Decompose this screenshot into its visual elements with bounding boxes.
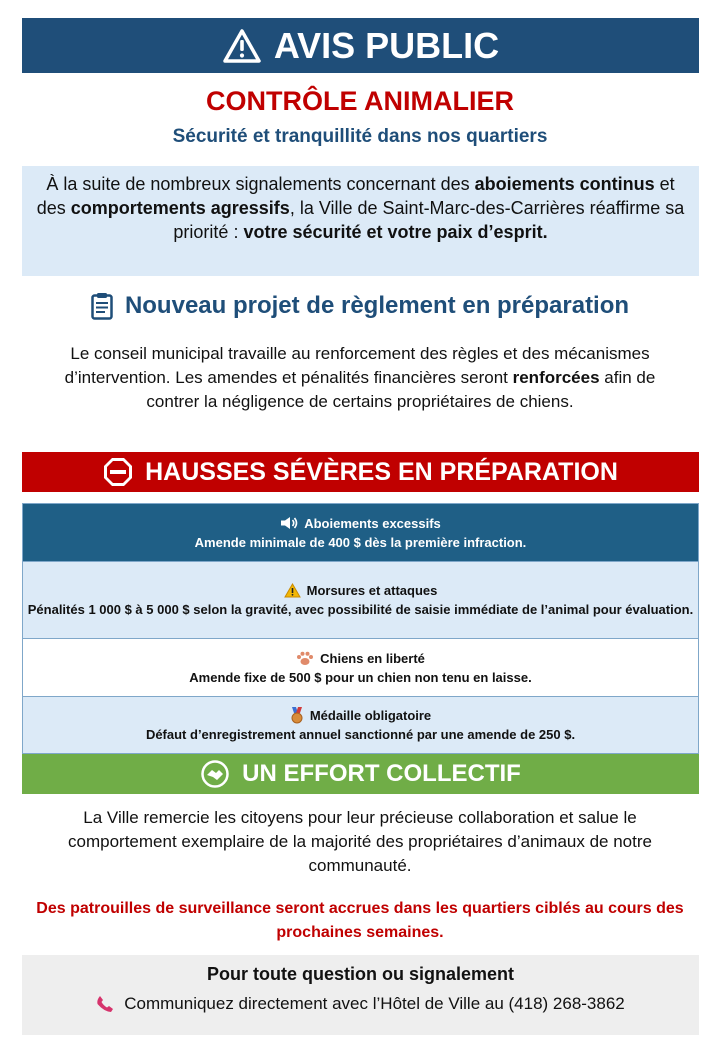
intro-box (22, 166, 699, 276)
contact-line (22, 991, 699, 1017)
fine-row-medal (23, 696, 698, 753)
project-heading (0, 292, 720, 320)
stop-sign-icon (103, 457, 133, 487)
project-text-1: Le conseil municipal travaille au renforcement des règles et des mécanismes d’intervention. Les amendes et pénalités financières seront (64, 344, 650, 387)
intro-bold-1: aboiements continus (474, 174, 655, 194)
intro-bold-3: votre sécurité et votre paix d’esprit. (243, 222, 548, 242)
warning-triangle-icon (222, 28, 262, 64)
intro-bold-2: comportements agressifs (70, 198, 290, 218)
fine-row-loose-dogs (23, 638, 698, 696)
collective-heading: UN EFFORT COLLECTIF (242, 760, 521, 787)
project-text-2: afin de contrer la négligence de certains propriétaires de chiens. (146, 368, 656, 411)
fine-title: Médaille obligatoire (309, 708, 432, 723)
medal-icon (290, 707, 304, 724)
contact-title: Pour toute question ou signalement (206, 964, 514, 984)
warning-icon (284, 583, 301, 598)
project-bold: renforcées (512, 368, 600, 387)
project-paragraph (40, 342, 680, 414)
header-banner (22, 18, 699, 73)
phone-icon (96, 995, 114, 1013)
fine-row-barking (23, 504, 698, 561)
fine-title: Aboiements excessifs (304, 515, 441, 531)
fine-text: Pénalités 1 000 $ à 5 000 $ selon la gravité, avec possibilité de saisie immédiate de l’animal pour évaluation. (27, 602, 694, 617)
collective-banner (22, 754, 699, 794)
contact-text[interactable]: Communiquez directement avec l’Hôtel de Ville au (418) 268-3862 (124, 994, 625, 1013)
header-title: AVIS PUBLIC (273, 24, 500, 66)
patrol-notice: Des patrouilles de surveillance seront accrues dans les quartiers ciblés au cours des prochaines semaines. (36, 900, 684, 941)
fine-text: Défaut d’enregistrement annuel sanctionné par une amende de 250 $. (145, 727, 576, 742)
increases-banner (22, 452, 699, 492)
handshake-icon (200, 760, 230, 788)
clipboard-icon (91, 292, 113, 320)
collective-paragraph: La Ville remercie les citoyens pour leur précieuse collaboration et salue le comportement exemplaire de la majorité des propriétaires d’animaux de notre communauté. (68, 808, 652, 875)
fine-text: Amende fixe de 500 $ pour un chien non tenu en laisse. (189, 669, 532, 685)
fine-row-bites (23, 561, 698, 638)
intro-text-1: À la suite de nombreux signalements concernant des (46, 174, 475, 194)
project-heading-text: Nouveau projet de règlement en préparation (124, 292, 630, 319)
fines-table (22, 503, 699, 754)
intro-text-3: , la Ville de Saint-Marc-des-Carrières réaffirme sa priorité : (173, 198, 685, 242)
intro-text-2: et des (36, 174, 675, 218)
fine-title: Morsures et attaques (306, 583, 438, 598)
speaker-icon (280, 516, 298, 530)
fine-title: Chiens en liberté (320, 650, 425, 666)
page-subtitle: Sécurité et tranquillité dans nos quartiers (172, 126, 548, 147)
page-title: CONTRÔLE ANIMALIER (206, 86, 514, 116)
fine-text: Amende minimale de 400 $ dès la première infraction. (194, 534, 527, 550)
increases-heading: HAUSSES SÉVÈRES EN PRÉPARATION (145, 457, 618, 486)
contact-box (22, 955, 699, 1035)
paw-icon (296, 651, 314, 666)
